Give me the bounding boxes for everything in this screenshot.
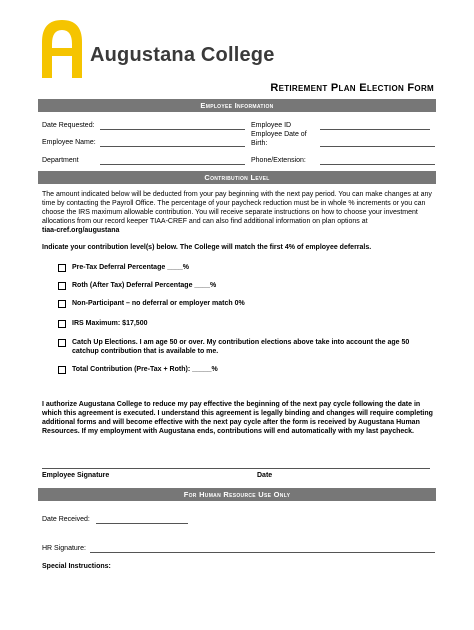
- tiaa-cref-link[interactable]: tiaa-cref.org/augustana: [42, 227, 120, 234]
- department-field[interactable]: [100, 164, 245, 165]
- non-participant-checkbox[interactable]: [58, 300, 66, 308]
- phone-extension-field[interactable]: [320, 164, 435, 165]
- pre-tax-option-label: Pre-Tax Deferral Percentage ____%: [72, 264, 189, 271]
- hr-signature-label: HR Signature:: [42, 545, 86, 552]
- special-instructions-label: Special Instructions:: [42, 563, 111, 570]
- date-of-birth-field[interactable]: [320, 146, 435, 147]
- employee-name-label: Employee Name:: [42, 139, 96, 146]
- catch-up-option-label: Catch Up Elections. I am age 50 or over. My contribution elections above take into account the age 50 catchup contribution that is available to me.: [72, 339, 410, 355]
- date-received-label: Date Received:: [42, 516, 90, 523]
- phone-extension-label: Phone/Extension:: [251, 157, 306, 164]
- non-participant-option-label: Non-Participant – no deferral or employer match 0%: [72, 300, 245, 307]
- contribution-level-bar: Contribution Level: [38, 171, 436, 184]
- roth-checkbox[interactable]: [58, 282, 66, 290]
- catch-up-checkbox[interactable]: [58, 339, 66, 347]
- authorization-text: I authorize Augustana College to reduce my pay effective the beginning of the next pay cycle following the date in which this agreement is executed. I understand this agreement is legally binding and changes will require completing additional forms and will become effective with the next pay cycle after the form is received by Augustana Human Resources. If my employment with Augustana ends, contributions will end automatically with my last paycheck.: [42, 401, 433, 435]
- indicate-contribution-text: Indicate your contribution level(s) below. The College will match the first 4% of employee deferrals.: [42, 244, 372, 251]
- total-contribution-option-label: Total Contribution (Pre-Tax + Roth): _____%: [72, 366, 218, 373]
- employee-signature-field[interactable]: [42, 468, 430, 469]
- roth-option-label: Roth (After Tax) Deferral Percentage ____%: [72, 282, 217, 289]
- hr-signature-field[interactable]: [90, 552, 435, 553]
- date-requested-field[interactable]: [100, 129, 245, 130]
- employee-name-field[interactable]: [100, 146, 245, 147]
- irs-maximum-option-label: IRS Maximum: $17,500: [72, 320, 148, 327]
- department-label: Department: [42, 157, 79, 164]
- augustana-arch-logo-icon: [40, 18, 84, 78]
- date-of-birth-label: Employee Date of Birth:: [251, 131, 307, 147]
- signature-date-label: Date: [257, 472, 273, 479]
- pre-tax-checkbox[interactable]: [58, 264, 66, 272]
- date-received-field[interactable]: [96, 523, 188, 524]
- college-name: Augustana College: [90, 44, 275, 66]
- irs-maximum-checkbox[interactable]: [58, 320, 66, 328]
- contribution-intro-text: The amount indicated below will be deducted from your pay beginning with the next pay period. You can make changes at any time by contacting the Payroll Office. The percentage of your paycheck reduction must be in whole % increments or you can choose the IRS maximum allowable contribution. You will receive separate instructions on how to choose your investment allocations from our record keeper TIAA-CREF and can also find additional information on plan options at: [42, 191, 432, 225]
- hr-use-only-bar: For Human Resource Use Only: [38, 488, 436, 501]
- employee-id-label: Employee ID: [251, 122, 292, 129]
- employee-signature-label: Employee Signature: [42, 472, 110, 479]
- employee-information-bar: Employee Information: [38, 99, 436, 112]
- form-title: Retirement Plan Election Form: [270, 82, 434, 94]
- total-contribution-checkbox[interactable]: [58, 366, 66, 374]
- employee-id-field[interactable]: [320, 129, 430, 130]
- date-requested-label: Date Requested:: [42, 122, 95, 129]
